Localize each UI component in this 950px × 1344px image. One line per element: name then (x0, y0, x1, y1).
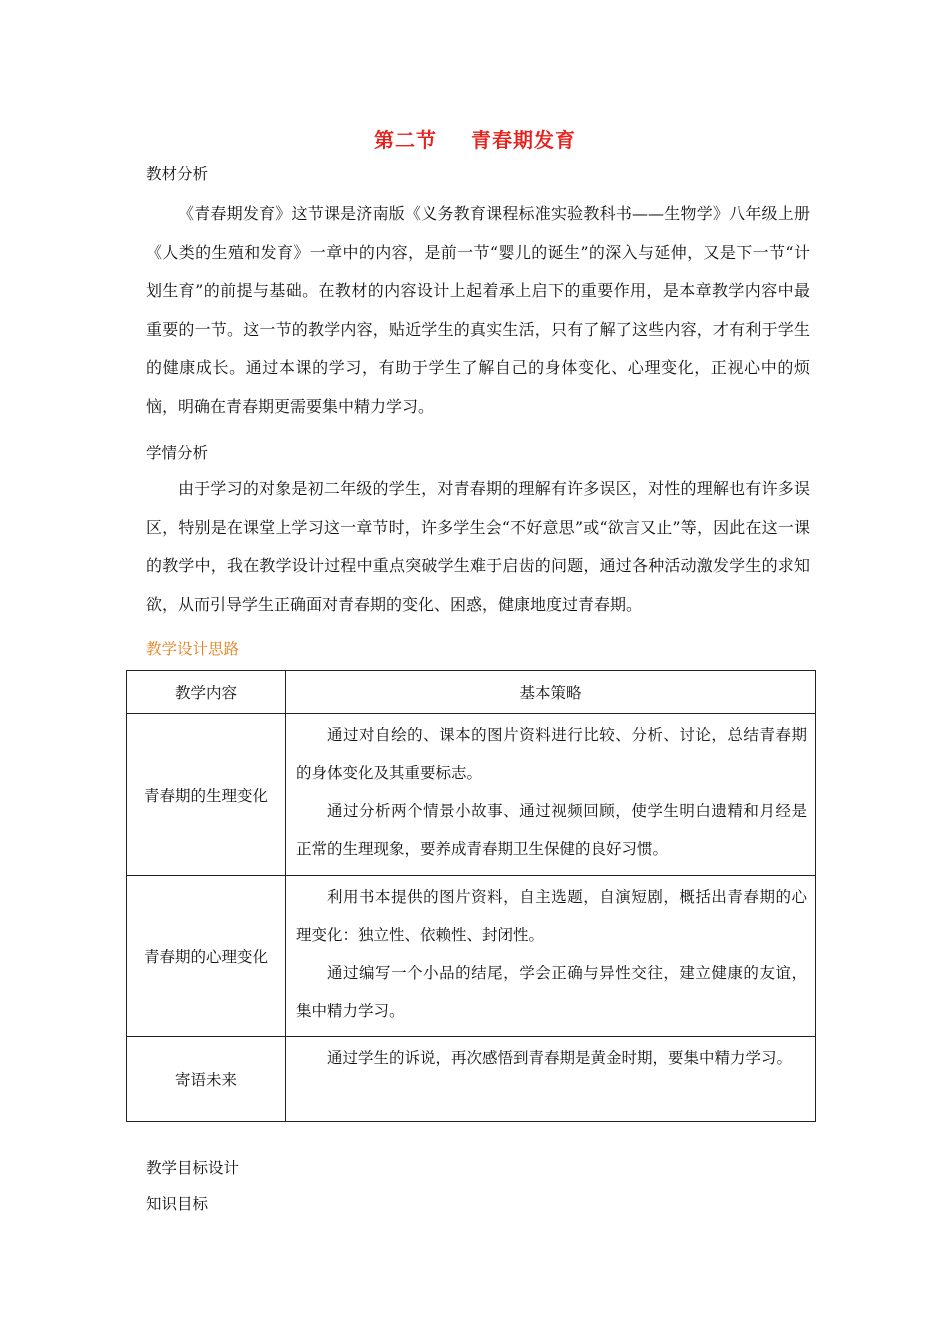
strategy-text: 通过编写一个小品的结尾，学会正确与异性交往，建立健康的友谊，集中精力学习。 (296, 964, 807, 1020)
heading-objectives: 教学目标设计 (146, 1159, 240, 1177)
strategy-table (126, 670, 816, 1122)
title-topic: 青春期发育 (471, 128, 576, 152)
row-content-physiological: 青春期的生理变化 (127, 714, 286, 876)
strategy-text: 通过学生的诉说，再次感悟到青春期是黄金时期，要集中精力学习。 (327, 1049, 793, 1067)
header-strategy: 基本策略 (286, 671, 816, 714)
row-strategy-physiological (286, 714, 816, 876)
row-strategy-psychological (286, 876, 816, 1037)
page-title (0, 124, 950, 153)
table-row (127, 714, 816, 876)
title-section-number: 第二节 (374, 128, 437, 152)
strategy-text: 通过分析两个情景小故事、通过视频回顾，使学生明白遗精和月经是正常的生理现象，要养成青春期卫生保健的良好习惯。 (296, 802, 807, 858)
table-row (127, 1037, 816, 1122)
strategy-text: 通过对自绘的、课本的图片资料进行比较、分析、讨论，总结青春期的身体变化及其重要标志。 (296, 726, 807, 782)
row-content-psychological: 青春期的心理变化 (127, 876, 286, 1037)
heading-textbook-analysis: 教材分析 (146, 165, 209, 183)
heading-knowledge-objectives: 知识目标 (146, 1195, 209, 1213)
table-row (127, 876, 816, 1037)
strategy-text: 利用书本提供的图片资料，自主选题，自演短剧，概括出青春期的心理变化：独立性、依赖性、封闭性。 (296, 888, 807, 944)
heading-student-analysis: 学情分析 (146, 444, 209, 462)
header-content: 教学内容 (127, 671, 286, 714)
heading-design-idea: 教学设计思路 (146, 640, 240, 658)
paragraph-textbook-analysis: 《青春期发育》这节课是济南版《义务教育课程标准实验教科书——生物学》八年级上册《人类的生殖和发育》一章中的内容，是前一节“婴儿的诞生”的深入与延伸，又是下一节“计划生育”的前提与基础。在教材的内容设计上起着承上启下的重要作用，是本章教学内容中最重要的一节。这一节的教学内容，贴近学生的真实生活，只有了解了这些内容，才有利于学生的健康成长。通过本课的学习，有助于学生了解自己的身体变化、心理变化，正视心中的烦恼，明确在青春期更需要集中精力学习。 (146, 204, 810, 416)
table-header-row (127, 671, 816, 714)
paragraph-student-analysis: 由于学习的对象是初二年级的学生，对青春期的理解有许多误区，对性的理解也有许多误区，特别是在课堂上学习这一章节时，许多学生会“不好意思”或“欲言又止”等，因此在这一课的教学中，我在教学设计过程中重点突破学生难于启齿的问题，通过各种活动激发学生的求知欲，从而引导学生正确面对青春期的变化、困惑，健康地度过青春期。 (146, 479, 810, 614)
row-content-future: 寄语未来 (127, 1037, 286, 1122)
row-strategy-future (286, 1037, 816, 1122)
